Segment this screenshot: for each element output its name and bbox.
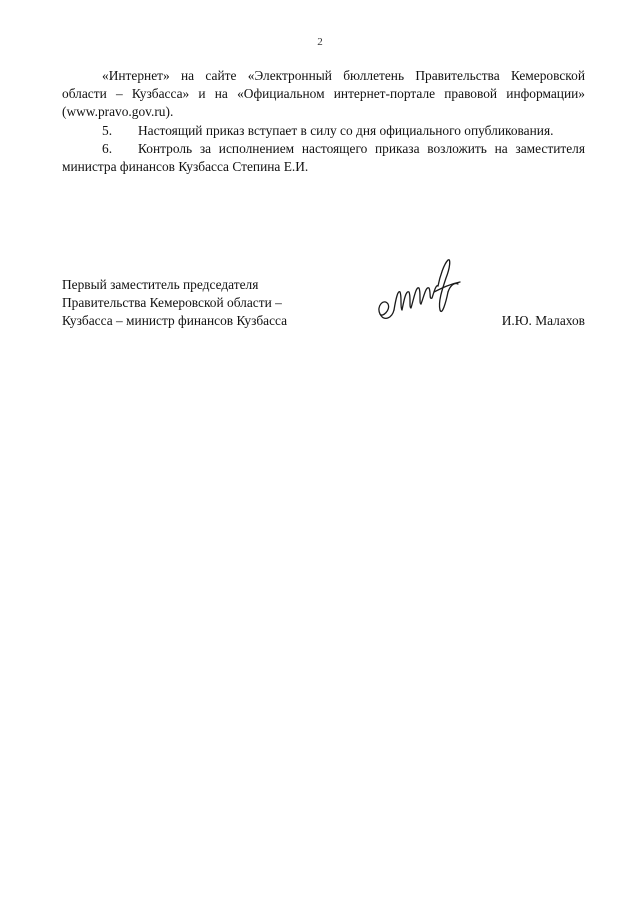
item-text: Контроль за исполнением настоящего приказа возложить на заместителя министра финансов Кузбасса Степина Е.И.: [62, 140, 585, 175]
handwritten-signature: [374, 256, 474, 336]
item-number: 5.: [102, 122, 113, 138]
signature-block: [62, 276, 585, 346]
position-line: Кузбасса – министр финансов Кузбасса: [62, 313, 288, 329]
document-body: [62, 67, 585, 176]
item-text: Настоящий приказ вступает в силу со дня официального опубликования.: [138, 122, 554, 138]
signer-position: [62, 276, 362, 331]
paragraph-continuation: «Интернет» на сайте «Электронный бюллетень Правительства Кемеровской области – Кузбасса» и на «Официальном интернет-портале правовой информации» (www.pravo.gov.ru).: [62, 68, 585, 120]
position-line: Первый заместитель председателя: [62, 277, 259, 292]
paragraph-item-6: [62, 140, 585, 176]
signer-name: И.Ю. Малахов: [501, 313, 585, 328]
position-line: Правительства Кемеровской области –: [62, 295, 282, 311]
paragraph-item-5: [62, 122, 585, 140]
item-number: 6.: [102, 140, 113, 156]
page-number: 2: [317, 36, 323, 48]
